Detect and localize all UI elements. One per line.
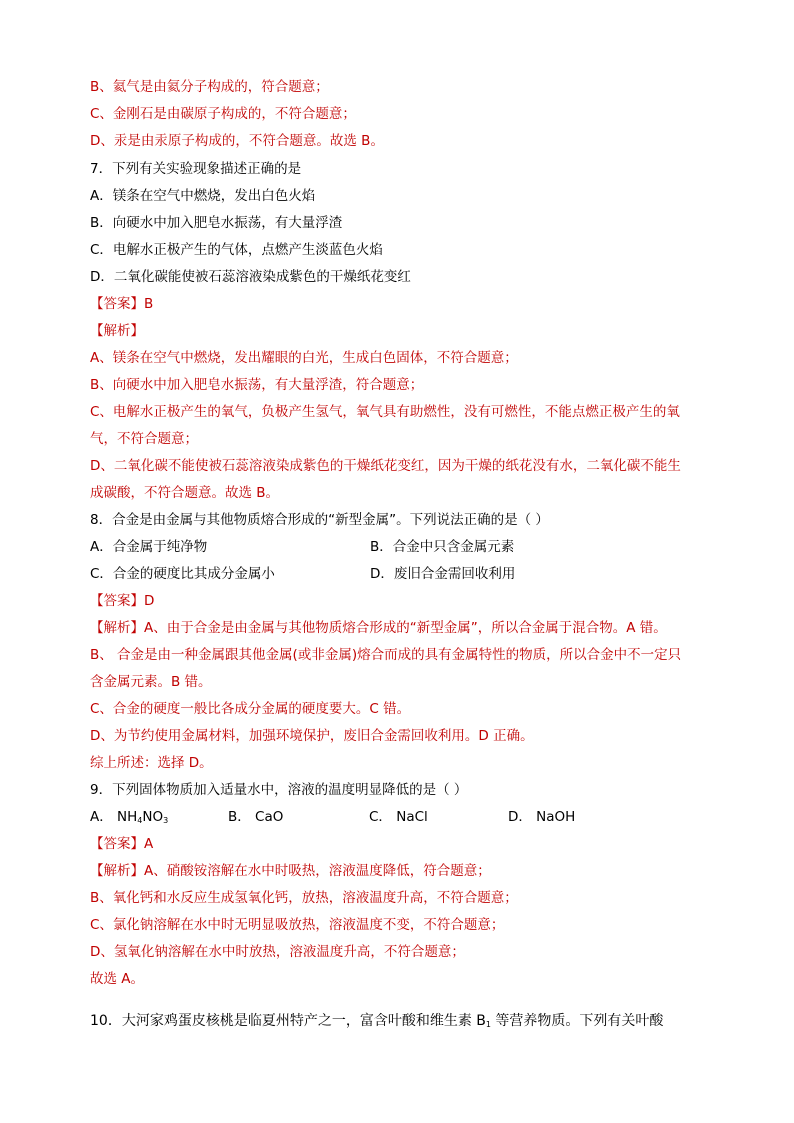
question-9-option-b: B． CaO: [228, 809, 284, 825]
question-8-option-d: D．废旧合金需回收利用: [370, 566, 516, 582]
question-7-analysis-line: B、向硬水中加入肥皂水振荡，有大量浮渣，符合题意；: [90, 377, 424, 393]
question-9-answer: 【答案】A: [90, 836, 154, 852]
question-9-analysis-line: 【解析】A、硝酸铵溶解在水中时吸热，溶液温度降低，符合题意；: [90, 863, 491, 879]
subscript: 3: [163, 816, 169, 825]
question-7-answer: 【答案】B: [90, 296, 154, 312]
question-8-option-c: C．合金的硬度比其成分金属小: [90, 566, 275, 582]
subscript: 4: [137, 816, 143, 825]
prev-analysis-line: C、金刚石是由碳原子构成的，不符合题意；: [90, 106, 356, 122]
subscript: 1: [485, 1020, 491, 1029]
question-7-analysis-line: 气，不符合题意；: [90, 431, 198, 447]
question-7-stem: 7．下列有关实验现象描述正确的是: [90, 161, 302, 177]
question-7-analysis-line: D、二氧化碳不能使被石蕊溶液染成紫色的干燥纸花变红，因为干燥的纸花没有水，二氧化碳不能生: [90, 458, 681, 474]
question-9-option-d: D． NaOH: [508, 809, 576, 825]
question-8-analysis-line: 【解析】A、由于合金是由金属与其他物质熔合形成的“新型金属”，所以合金属于混合物。A 错。: [90, 620, 667, 636]
question-9-stem: 9．下列固体物质加入适量水中，溶液的温度明显降低的是（ ）: [90, 782, 468, 798]
question-8-analysis-line: D、为节约使用金属材料，加强环境保护，废旧合金需回收利用。D 正确。: [90, 728, 534, 744]
question-9-analysis-line: B、氧化钙和水反应生成氢氧化钙，放热，溶液温度升高，不符合题意；: [90, 890, 518, 906]
prev-analysis-line: D、汞是由汞原子构成的，不符合题意。故选 B。: [90, 133, 384, 149]
option-a-mid: NO: [142, 809, 164, 825]
question-7-analysis-line: C、电解水正极产生的氧气，负极产生氢气，氧气具有助燃性，没有可燃性，不能点燃正极产生的氧: [90, 404, 680, 420]
question-9-conclusion: 故选 A。: [90, 971, 145, 987]
option-a-prefix: A． NH: [90, 809, 138, 825]
question-7-option-a: A．镁条在空气中燃烧，发出白色火焰: [90, 188, 316, 204]
question-9-analysis-line: D、氢氧化钠溶解在水中时放热，溶液温度升高，不符合题意；: [90, 944, 465, 960]
question-7-option-b: B．向硬水中加入肥皂水振荡，有大量浮渣: [90, 215, 343, 231]
question-8-option-a: A．合金属于纯净物: [90, 539, 208, 555]
question-8-analysis-line: B、 合金是由一种金属跟其他金属(或非金属)熔合而成的具有金属特性的物质，所以合金中不一定只: [90, 647, 682, 663]
question-10-stem: [90, 1012, 663, 1034]
question-9-option-a: [90, 808, 168, 830]
question-7-analysis-label: 【解析】: [90, 323, 144, 339]
question-8-conclusion: 综上所述：选择 D。: [90, 755, 213, 771]
question-7-option-c: C．电解水正极产生的气体，点燃产生淡蓝色火焰: [90, 242, 383, 258]
prev-analysis-line: B、氦气是由氦分子构成的，符合题意；: [90, 79, 329, 95]
question-8-stem: 8．合金是由金属与其他物质熔合形成的“新型金属”。下列说法正确的是（ ）: [90, 512, 549, 528]
question-9-analysis-line: C、氯化钠溶解在水中时无明显吸放热，溶液温度不变，不符合题意；: [90, 917, 505, 933]
question-8-analysis-line: C、合金的硬度一般比各成分金属的硬度要大。C 错。: [90, 701, 411, 717]
question-7-analysis-line: 成碳酸，不符合题意。故选 B。: [90, 485, 280, 501]
question-7-analysis-line: A、镁条在空气中燃烧，发出耀眼的白光，生成白色固体，不符合题意；: [90, 350, 518, 366]
question-8-answer: 【答案】D: [90, 593, 155, 609]
stem-text: 等营养物质。下列有关叶酸: [490, 1013, 664, 1029]
question-8-option-b: B．合金中只含金属元素: [370, 539, 515, 555]
question-8-analysis-line: 含金属元素。B 错。: [90, 674, 212, 690]
stem-text: 10．大河家鸡蛋皮核桃是临夏州特产之一，富含叶酸和维生素 B: [90, 1013, 486, 1029]
question-7-option-d: D．二氧化碳能使被石蕊溶液染成紫色的干燥纸花变红: [90, 269, 411, 285]
question-9-option-c: C． NaCl: [369, 809, 428, 825]
